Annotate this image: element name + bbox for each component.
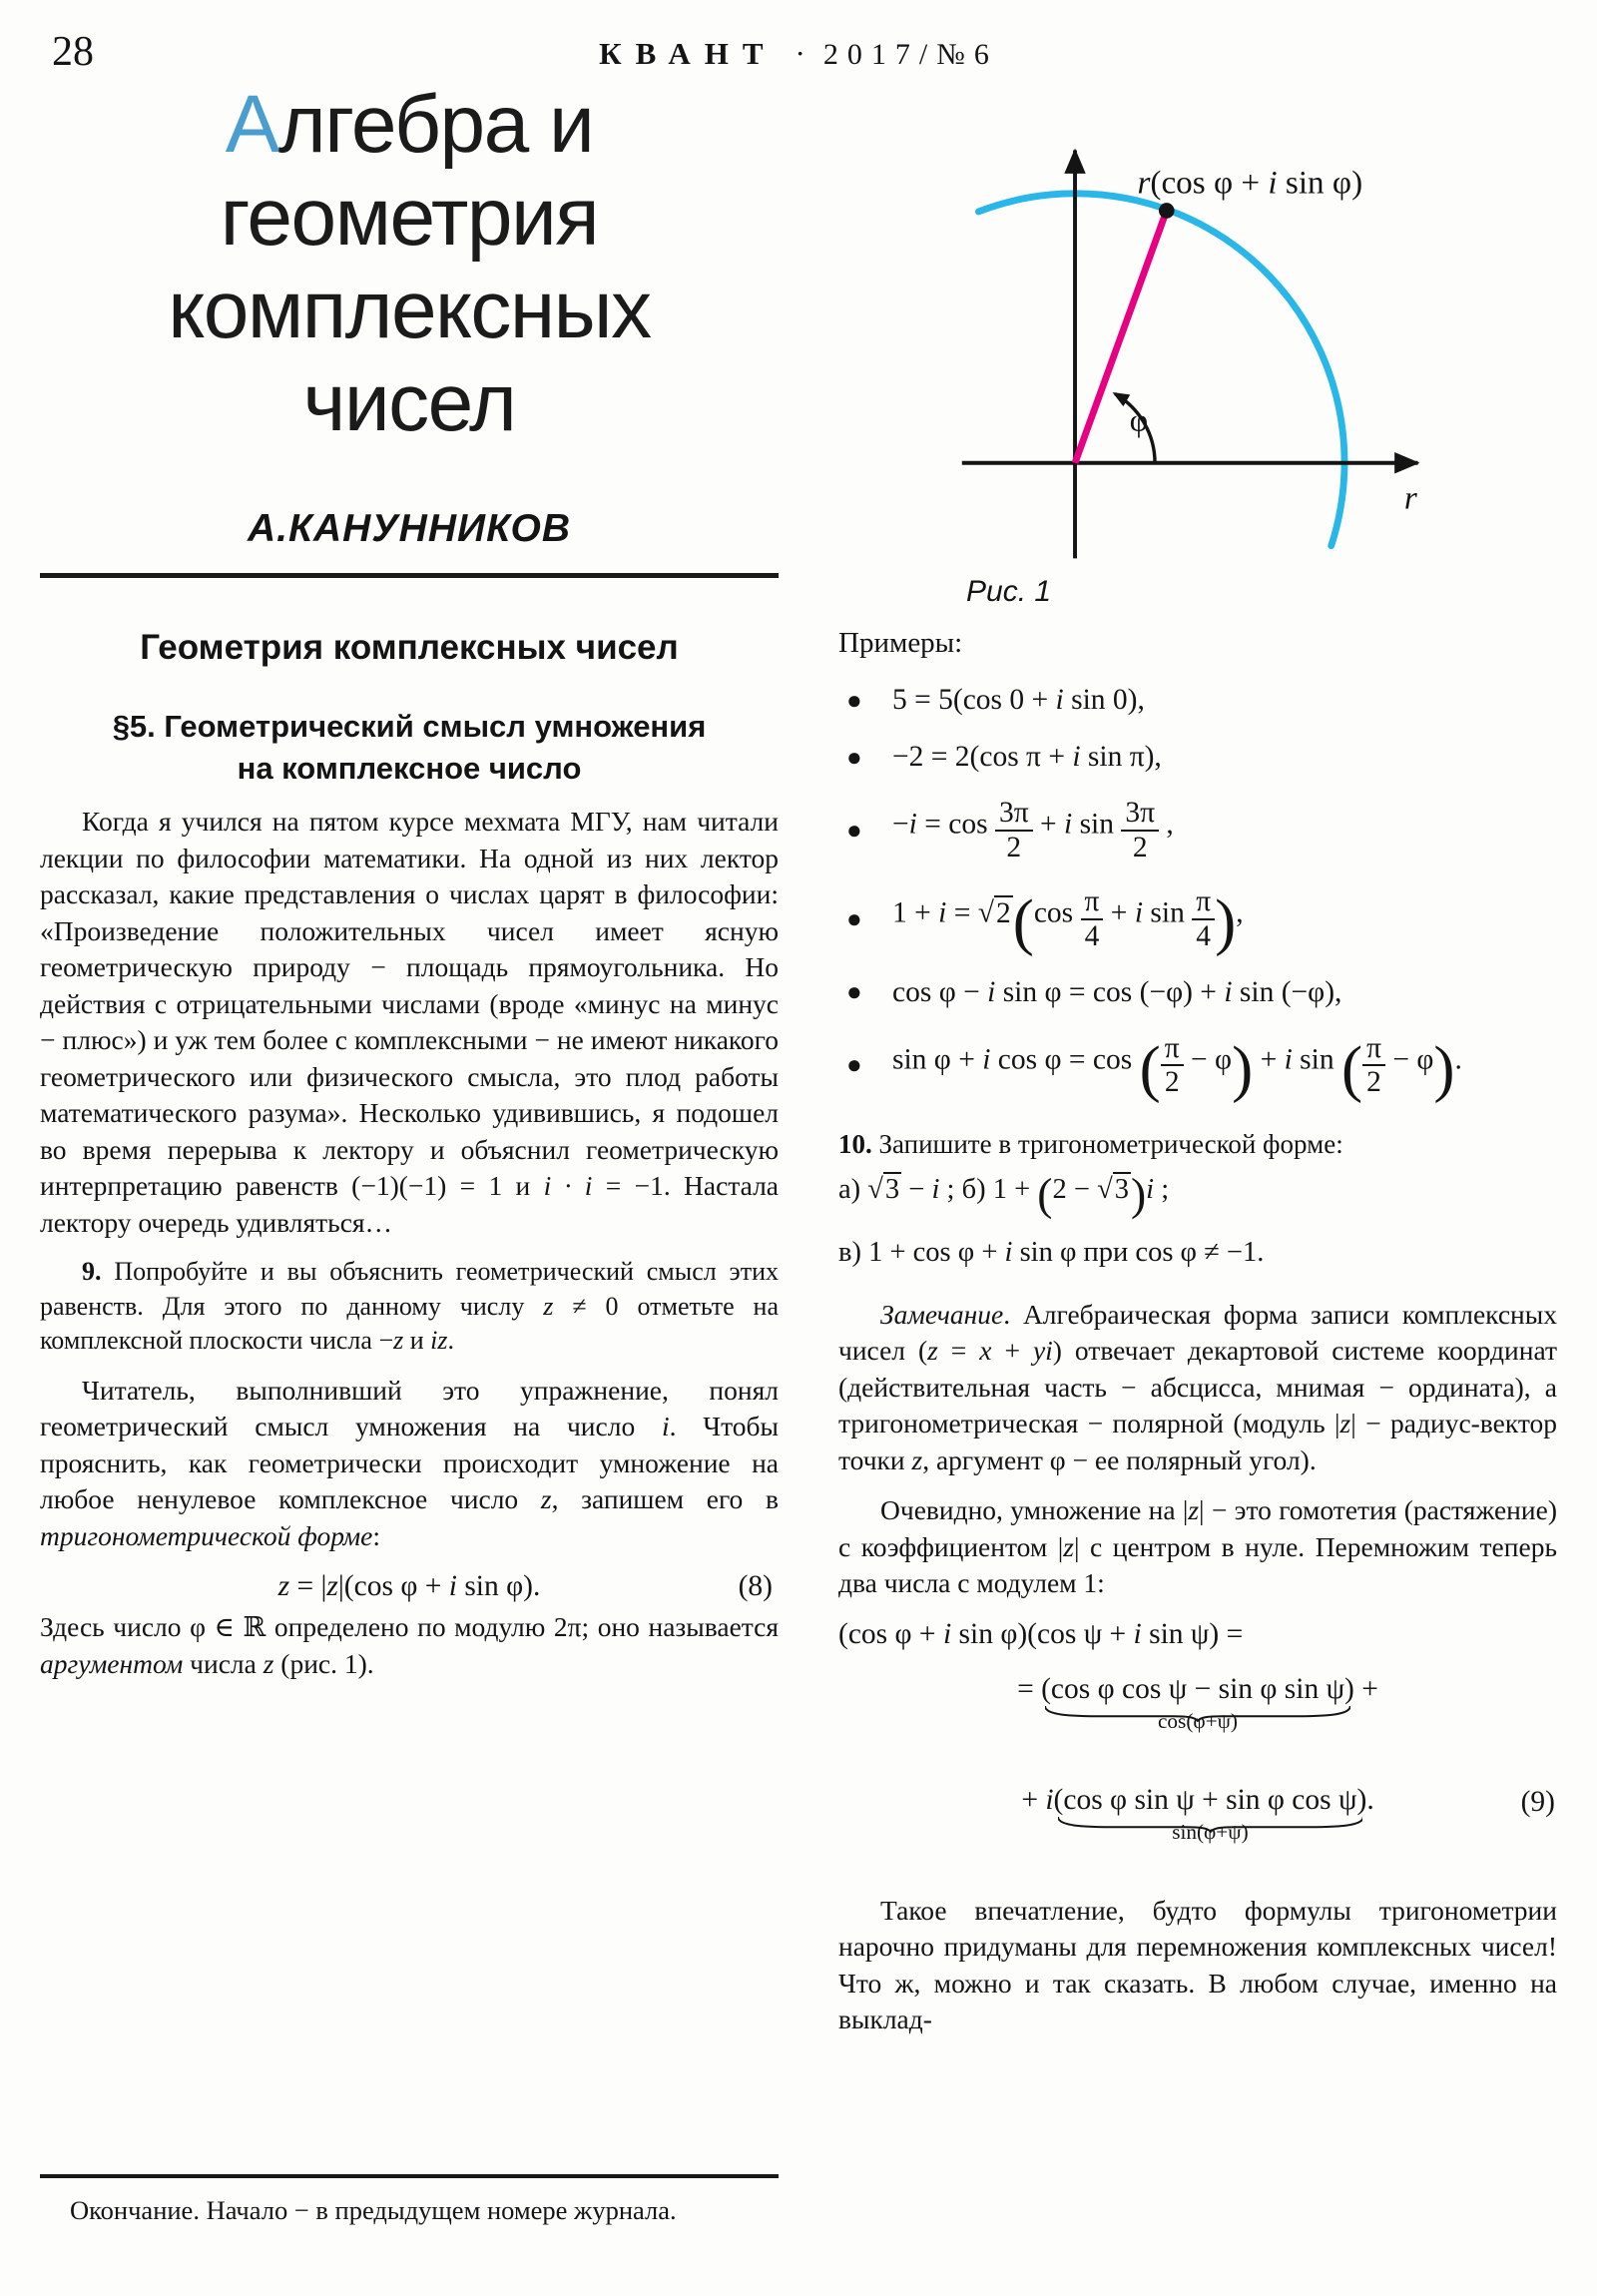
text-segment: (рис. 1). xyxy=(273,1647,374,1679)
math-var: i xyxy=(1133,1617,1142,1650)
journal-title: КВАНТ xyxy=(599,36,778,71)
example-item xyxy=(838,684,1557,717)
bullet-icon: ● xyxy=(846,742,862,772)
paragraph-final: Такое впечатление, будто формулы тригонометрии нарочно придуманы для перемножения комплексных чисел! Что ж, можно и так сказать. В любом случае, именно на выклад- xyxy=(838,1894,1557,2035)
text-segment: | с центром в нуле. Перемножим теперь два числа с модулем 1: xyxy=(838,1530,1557,1599)
section-heading: Геометрия комплексных чисел xyxy=(140,628,679,667)
math-text: + xyxy=(1021,1783,1046,1816)
math-text: sin xyxy=(1292,1043,1341,1076)
math-text: + xyxy=(1253,1043,1285,1076)
author-name: А.КАНУННИКОВ xyxy=(247,507,572,550)
title-line-text: лгебра и xyxy=(277,79,594,170)
term-trig-form: тригонометрической форме xyxy=(40,1519,373,1551)
math-term-z: z xyxy=(393,1326,404,1355)
text-segment: ≠ 0 отметьте на комплексной плоскости числа − xyxy=(40,1291,780,1355)
fraction xyxy=(1362,1033,1385,1098)
fraction xyxy=(1161,1033,1184,1098)
paragraph-homothety xyxy=(838,1492,1557,1602)
text-segment: + xyxy=(991,1335,1033,1367)
title-initial-letter: А xyxy=(225,79,278,170)
math-text: cos φ = cos xyxy=(990,1043,1140,1076)
math-text: sin 0), xyxy=(1063,684,1145,716)
author-divider-rule xyxy=(40,573,779,578)
math-text: 1 + cos φ + xyxy=(868,1236,1005,1268)
math-text: (cos φ + xyxy=(1150,164,1269,202)
example-formula xyxy=(892,798,1174,862)
fraction-numerator: 3π xyxy=(995,798,1033,832)
task-10 xyxy=(838,1126,1557,1271)
math-text: = cos xyxy=(916,808,995,841)
example-item xyxy=(838,1031,1557,1104)
phi-angle-label: φ xyxy=(1129,401,1149,438)
exercise-number: 9. xyxy=(82,1257,102,1286)
math-text: (cos φ sin ψ + sin φ cos ψ) xyxy=(1053,1783,1367,1816)
math-text: = | xyxy=(289,1570,327,1602)
fraction xyxy=(995,798,1033,862)
fraction-numerator: π xyxy=(1362,1033,1385,1067)
left-column xyxy=(40,78,779,1682)
item-label: б) xyxy=(961,1174,993,1206)
subsection-heading-line: §5. Геометрический смысл умножения xyxy=(112,709,707,744)
subsection-heading-line: на комплексное число xyxy=(237,751,582,786)
right-column-final xyxy=(838,1893,1557,2038)
math-var: i xyxy=(1146,1174,1155,1206)
math-text: , xyxy=(1159,808,1174,841)
example-formula xyxy=(892,684,1145,717)
fraction-denominator: 2 xyxy=(1164,1066,1180,1099)
bullet-icon: ● xyxy=(846,977,862,1007)
math-text: = xyxy=(1017,1672,1042,1705)
math-var: z xyxy=(911,1443,923,1475)
math-text: sin φ при cos φ ≠ −1. xyxy=(1012,1236,1265,1268)
underbrace-group xyxy=(1053,1783,1367,1845)
math-var: i xyxy=(1004,1236,1013,1268)
paragraph-remark xyxy=(838,1297,1557,1479)
math-text: (cos φ cos ψ − sin φ sin ψ) xyxy=(1041,1672,1354,1705)
task-10-item-v xyxy=(838,1235,1557,1271)
formula-9-line2 xyxy=(838,1672,1557,1734)
math-var: z xyxy=(1188,1494,1200,1526)
sqrt-expression xyxy=(978,895,1013,929)
example-formula xyxy=(892,885,1244,957)
task-10-intro xyxy=(838,1126,1557,1162)
fraction xyxy=(1081,886,1104,951)
item-label: а) xyxy=(838,1174,868,1206)
left-column-body xyxy=(40,804,779,1682)
right-column xyxy=(838,88,1557,2038)
math-var: i xyxy=(1284,1043,1293,1076)
task-10-items-ab xyxy=(838,1168,1557,1220)
math-var: x xyxy=(979,1335,992,1367)
bullet-icon: ● xyxy=(846,815,862,845)
underbrace-label: cos(φ+ψ) xyxy=(1158,1709,1238,1734)
big-paren: ( xyxy=(1340,1032,1363,1104)
fraction-denominator: 2 xyxy=(1132,831,1148,863)
radical-sign: √ xyxy=(977,897,994,930)
math-text: sin xyxy=(1072,808,1122,841)
figure-caption: Рис. 1 xyxy=(966,575,1052,608)
article-title xyxy=(40,78,779,449)
formula-number: (8) xyxy=(738,1570,773,1602)
big-paren: ( xyxy=(1139,1032,1161,1104)
big-paren: ) xyxy=(1215,885,1237,957)
paragraph-reader xyxy=(40,1373,779,1555)
math-text: + xyxy=(1032,808,1064,841)
issue-number: 2017/№6 xyxy=(822,38,998,71)
fraction xyxy=(1121,798,1159,862)
subsection-heading xyxy=(40,706,779,790)
text-segment: = −1. Настала лектору очередь удивляться… xyxy=(40,1170,780,1238)
text-segment: , запишем его в xyxy=(551,1483,779,1514)
radicand: 3 xyxy=(1114,1174,1129,1206)
math-text: sin φ)(cos ψ + xyxy=(951,1617,1134,1650)
math-var: i xyxy=(931,1174,940,1206)
fraction-numerator: 3π xyxy=(1121,798,1159,832)
math-text: = xyxy=(946,897,978,930)
text-segment: Читатель, выполнивший это упражнение, понял геометрический смысл умножения на число xyxy=(40,1374,779,1441)
math-text: 1 + xyxy=(992,1174,1038,1206)
math-text: − φ xyxy=(1183,1043,1233,1076)
point-label xyxy=(1137,164,1362,201)
math-text: sin π), xyxy=(1080,741,1162,773)
text-segment: Запишите в тригонометрической форме: xyxy=(871,1129,1343,1160)
sqrt-expression xyxy=(1097,1172,1131,1205)
example-item xyxy=(838,976,1557,1009)
math-text: − xyxy=(901,1174,932,1206)
formula-9-line3 xyxy=(838,1783,1557,1845)
math-var: z xyxy=(1063,1530,1074,1562)
math-var: i xyxy=(1224,975,1233,1008)
exercise-9 xyxy=(40,1255,779,1359)
math-text: cos xyxy=(1033,897,1081,930)
big-paren: ) xyxy=(1433,1032,1455,1104)
math-term-ii: i · i xyxy=(543,1170,593,1201)
math-text: + xyxy=(1353,1672,1378,1705)
title-line: геометрия xyxy=(220,172,599,263)
math-text: ; xyxy=(939,1174,962,1206)
formula-number: (9) xyxy=(1520,1785,1555,1818)
big-paren: ( xyxy=(1012,885,1034,957)
math-text: ; xyxy=(1154,1174,1170,1206)
x-axis-label: r xyxy=(1403,479,1417,517)
math-var: i xyxy=(1063,808,1073,841)
header-separator: · xyxy=(795,36,805,71)
fraction-numerator: π xyxy=(1161,1033,1184,1067)
text-segment: числа xyxy=(183,1647,264,1679)
math-text: cos φ − xyxy=(892,975,988,1008)
example-item xyxy=(838,798,1557,862)
bullet-icon: ● xyxy=(846,1050,862,1080)
example-formula xyxy=(892,741,1162,774)
text-segment: : xyxy=(372,1519,380,1551)
math-var: i xyxy=(1134,897,1144,930)
text-segment: Попробуйте и вы объяснить геометрический смысл этих равенств. Для этого по данному числу xyxy=(40,1257,779,1321)
math-var: i xyxy=(982,1043,991,1076)
math-term-z: z xyxy=(540,1483,552,1514)
text-segment: . Чтобы прояснить, как геометрически происходит умножение на любое ненулевое комплексное число xyxy=(40,1411,779,1514)
examples-heading: Примеры: xyxy=(838,627,963,659)
text-segment: Когда я учился на пятом курсе мехмата МГУ, нам читали лекции по философии математики. На одной из них лектор рассказал, какие представления о числах царят в философии: «Произведение положительных чисел имеет ясную геометрическую природу − площадь прямоугольника. Но действия с отрицательными числами (вроде «минус на минус − плюс») и уж тем более с комплексными − не имеют никакого геометрического или физического смысла, это плод работы математического разума». Несколько удивившись, я подошел во время перерыва к лектору и объяснил геометрическую интерпретацию равенств (−1)(−1) = 1 и xyxy=(40,806,779,1201)
footnote-rule xyxy=(40,2174,779,2178)
underbrace-group xyxy=(1041,1672,1354,1734)
math-text: 2 − xyxy=(1052,1174,1098,1206)
math-text: sin φ + xyxy=(892,1043,983,1076)
math-term-i: i xyxy=(661,1411,670,1441)
formula-8 xyxy=(40,1570,779,1603)
math-var: z xyxy=(326,1570,338,1602)
math-var: i xyxy=(1055,684,1064,716)
radical-sign: √ xyxy=(867,1174,883,1206)
math-text: . xyxy=(1366,1783,1374,1816)
math-text: + xyxy=(1103,897,1135,930)
page-number: 28 xyxy=(52,29,94,75)
math-text: sin xyxy=(1143,897,1193,930)
example-formula xyxy=(892,1031,1462,1104)
right-column-body xyxy=(838,1297,1557,1602)
text-segment: , аргумент φ − ее полярный угол). xyxy=(922,1443,1317,1475)
math-var: i xyxy=(448,1570,457,1602)
math-text: −2 = 2(cos π + xyxy=(892,741,1073,773)
sqrt-expression xyxy=(867,1172,901,1205)
math-var: r xyxy=(1137,164,1151,202)
term-remark: Замечание xyxy=(880,1298,1004,1330)
running-head xyxy=(0,36,1597,72)
bullet-icon: ● xyxy=(846,685,862,715)
math-text: − φ xyxy=(1385,1043,1434,1076)
big-paren: ( xyxy=(1037,1168,1053,1220)
fraction-numerator: π xyxy=(1081,886,1104,920)
math-text: |(cos φ + xyxy=(337,1570,449,1602)
item-label: в) xyxy=(838,1236,869,1268)
math-text: (cos φ + xyxy=(838,1617,943,1650)
math-var: i xyxy=(908,808,917,841)
text-segment: . xyxy=(447,1326,455,1355)
radical-sign: √ xyxy=(1097,1174,1113,1206)
math-term-iz: iz xyxy=(430,1326,448,1355)
fraction-denominator: 2 xyxy=(1366,1066,1381,1099)
radicand: 2 xyxy=(995,897,1011,930)
title-line: чисел xyxy=(302,357,516,448)
math-var: i xyxy=(938,897,947,930)
text-segment: | − радиус-вектор точки xyxy=(838,1408,1557,1475)
point-marker xyxy=(1159,203,1175,219)
footnote-text: Окончание. Начало − в предыдущем номере журнала. xyxy=(70,2195,677,2225)
math-text: 5 = 5(cos 0 + xyxy=(892,684,1056,716)
formula-9 xyxy=(838,1617,1557,1845)
text-segment: Здесь число φ ∈ ℝ определено по модулю 2π; оно называется xyxy=(40,1611,779,1642)
fraction xyxy=(1192,886,1215,951)
math-text: sin φ) xyxy=(1277,164,1363,202)
example-item xyxy=(838,885,1557,957)
math-var: i xyxy=(942,1617,952,1650)
text-segment: и xyxy=(403,1326,431,1355)
math-var: i xyxy=(987,975,996,1008)
radicand: 3 xyxy=(884,1174,900,1206)
task-number: 10. xyxy=(838,1129,872,1160)
fraction-numerator: π xyxy=(1192,886,1215,920)
math-var: i xyxy=(1045,1783,1054,1816)
math-term-z: z xyxy=(543,1291,554,1321)
title-line xyxy=(40,78,779,171)
fraction-denominator: 4 xyxy=(1084,920,1100,953)
circle-arc xyxy=(978,194,1344,546)
math-text: sin φ). xyxy=(456,1570,541,1602)
text-segment: . Алгебраическая форма записи комплексных чисел ( xyxy=(838,1298,1557,1367)
fraction-denominator: 2 xyxy=(1006,831,1022,863)
math-var: yi xyxy=(1032,1335,1053,1367)
math-var: z xyxy=(927,1335,938,1367)
math-text: sin (−φ), xyxy=(1232,975,1342,1008)
example-formula xyxy=(892,976,1341,1009)
paragraph-anecdote xyxy=(40,804,779,1241)
example-item xyxy=(838,741,1557,774)
text-segment: Очевидно, умножение на | xyxy=(880,1494,1189,1526)
text-segment: ) отвечает декартовой системе координат (действительная часть − абсцисса, мнимая − ордината), а тригонометрическая − полярной (модуль | xyxy=(838,1335,1557,1439)
math-var: i xyxy=(1072,741,1081,773)
bullet-icon: ● xyxy=(846,904,862,934)
big-paren: ) xyxy=(1232,1032,1254,1104)
underbrace-label: sin(φ+ψ) xyxy=(1172,1820,1249,1845)
math-term-z: z xyxy=(263,1647,274,1679)
formula-9-line1 xyxy=(838,1618,1557,1651)
footnote-block xyxy=(40,2174,779,2228)
radius-vector xyxy=(1075,211,1167,463)
math-text: − xyxy=(892,808,909,841)
math-text: . xyxy=(1454,1043,1462,1076)
term-argument: аргументом xyxy=(40,1647,184,1679)
big-paren: ) xyxy=(1130,1168,1147,1220)
math-text: , xyxy=(1236,897,1244,930)
math-var: i xyxy=(1268,164,1278,202)
math-text: sin ψ) = xyxy=(1141,1617,1244,1650)
text-segment: | − это гомотетия (растяжение) с коэффициентом | xyxy=(838,1494,1557,1562)
math-var: z xyxy=(1339,1408,1351,1439)
paragraph-argument xyxy=(40,1609,779,1682)
math-var: z xyxy=(277,1570,290,1602)
figure-1-complex-plane xyxy=(838,88,1557,575)
math-text: sin φ = cos (−φ) + xyxy=(995,975,1225,1008)
math-text: 1 + xyxy=(892,897,939,930)
fraction-denominator: 4 xyxy=(1196,920,1212,953)
title-line: комплексных xyxy=(168,265,651,355)
text-segment: = xyxy=(937,1335,980,1367)
